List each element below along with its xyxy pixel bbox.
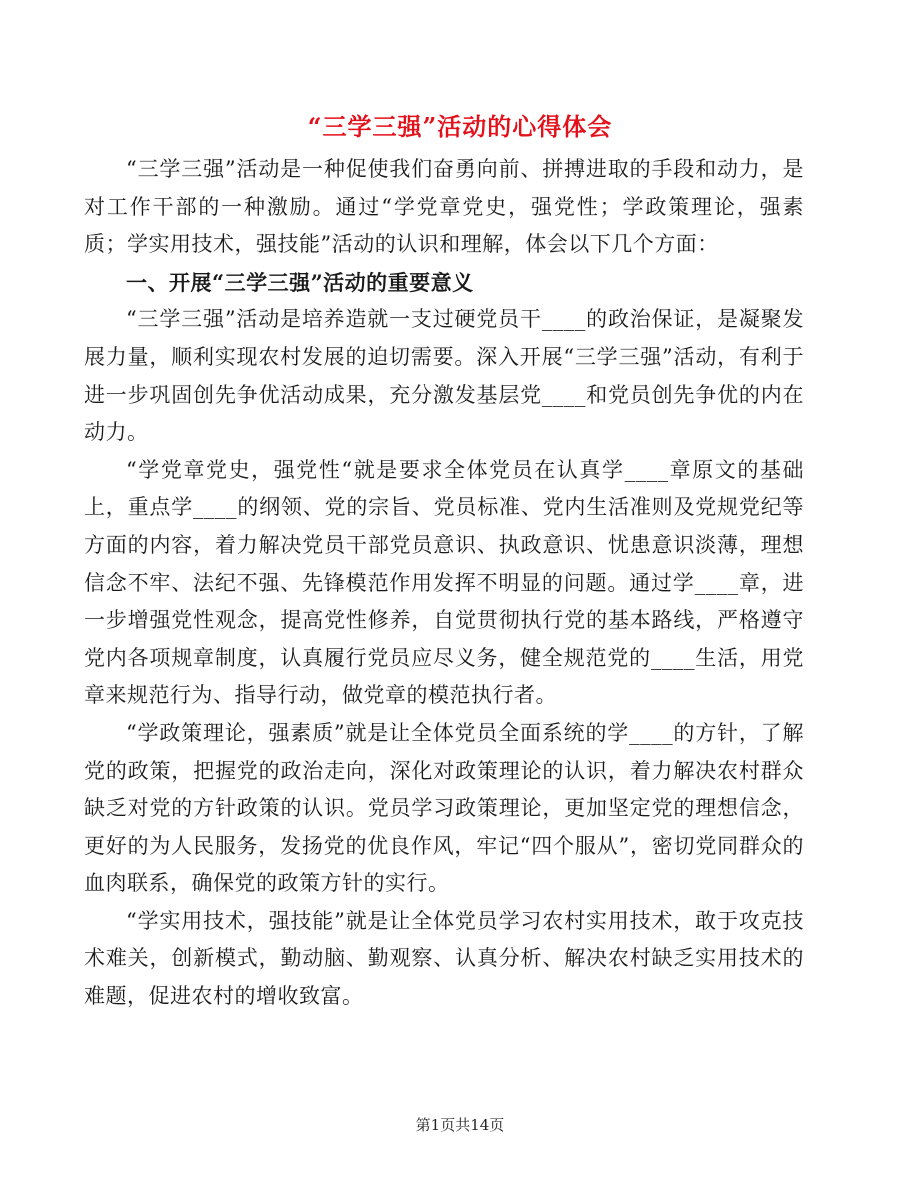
section-heading: 一、开展“三学三强”活动的重要意义 xyxy=(126,269,474,295)
page-number: 第1页共14页 xyxy=(415,1116,505,1134)
document-body xyxy=(84,151,804,1016)
party-history-paragraph: “学党章党史，强党性“就是要求全体党员在认真学____章原文的基础上，重点学____的纲领、党的宗旨、党员标准、党内生活准则及党规党纪等方面的内容，着力解决党员干部党员意识、执政意识、忧患意识淡薄，理想信念不牢、法纪不强、先锋模范作用发挥不明显的问题。通过学____章，进一步增强党性观念，提高党性修养，自觉贯彻执行党的基本路线，严格遵守党内各项规章制度，认真履行党员应尽义务，健全规范党的____生活，用党章来规范行为、指导行动，做党章的模范执行者。 xyxy=(84,457,804,708)
significance-paragraph: “三学三强”活动是培养造就一支过硬党员干____的政治保证，是凝聚发展力量，顺利实现农村发展的迫切需要。深入开展“三学三强”活动，有利于进一步巩固创先争优活动成果，充分激发基层党____和党员创先争优的内在动力。 xyxy=(84,307,804,445)
intro-paragraph: “三学三强”活动是一种促使我们奋勇向前、拼搏进取的手段和动力，是对工作干部的一种激励。通过“学党章党史，强党性；学政策理论，强素质；学实用技术，强技能”活动的认识和理解，体会以下几个方面： xyxy=(84,157,804,257)
policy-theory-paragraph: “学政策理论，强素质”就是让全体党员全面系统的学____的方针，了解党的政策，把握党的政治走向，深化对政策理论的认识，着力解决农村群众缺乏对党的方针政策的认识。党员学习政策理论，更加坚定党的理想信念，更好的为人民服务，发扬党的优良作风，牢记“四个服从”，密切党同群众的血肉联系，确保党的政策方针的实行。 xyxy=(84,720,804,896)
practical-skills-paragraph: “学实用技术，强技能”就是让全体党员学习农村实用技术，敢于攻克技术难关，创新模式，勤动脑、勤观察、认真分析、解决农村缺乏实用技术的难题，促进农村的增收致富。 xyxy=(84,908,804,1009)
document-title: “三学三强”活动的心得体会 xyxy=(307,112,613,141)
